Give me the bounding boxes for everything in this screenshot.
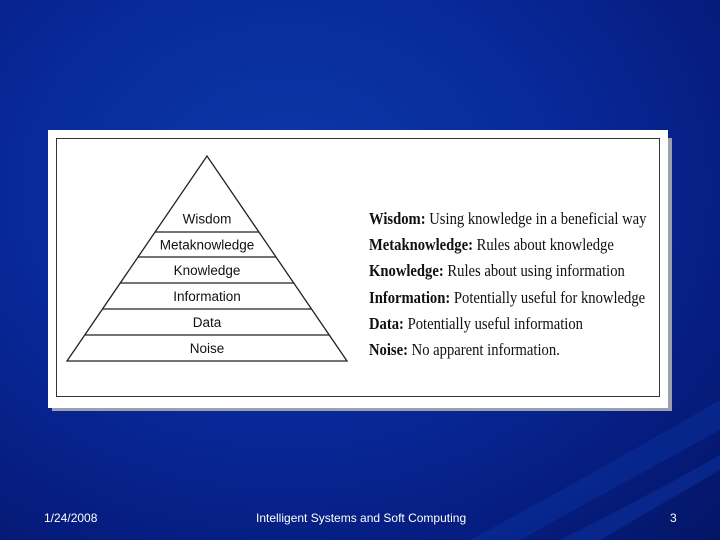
slide-number: 3: [670, 511, 677, 525]
figure-frame: [56, 138, 660, 397]
definition-noise: [369, 337, 646, 363]
definition-term: Knowledge:: [369, 261, 444, 281]
definitions-list: [369, 206, 692, 363]
definition-wisdom: [369, 206, 646, 232]
definition-text: Using knowledge in a beneficial way: [429, 209, 647, 228]
pyramid-level-data: Data: [192, 315, 222, 330]
footer-title: Intelligent Systems and Soft Computing: [256, 511, 467, 525]
definition-text: No apparent information.: [411, 340, 560, 360]
definition-term: Noise:: [369, 340, 408, 360]
dikw-figure: [48, 130, 668, 408]
definition-term: Information:: [369, 287, 451, 307]
pyramid-level-wisdom: Wisdom: [182, 211, 232, 227]
definition-data: [369, 311, 646, 337]
definition-information: [369, 285, 646, 311]
definition-text: Rules about using information: [447, 261, 625, 281]
definition-term: Metaknowledge:: [369, 235, 473, 255]
definition-term: Wisdom:: [369, 209, 426, 228]
pyramid-level-knowledge: Knowledge: [173, 263, 241, 278]
definition-knowledge: [369, 258, 646, 284]
definition-text: Potentially useful information: [407, 313, 583, 333]
pyramid-level-information: Information: [173, 289, 241, 304]
definition-metaknowledge: [369, 232, 646, 258]
definition-text: Rules about knowledge: [476, 235, 614, 255]
definition-term: Data:: [369, 313, 404, 333]
pyramid-outline: [67, 156, 347, 361]
definition-text: Potentially useful for knowledge: [453, 287, 646, 307]
footer-date: 1/24/2008: [44, 511, 98, 525]
pyramid-level-metaknowledge: Metaknowledge: [159, 237, 255, 253]
pyramid-level-noise: Noise: [189, 341, 225, 356]
